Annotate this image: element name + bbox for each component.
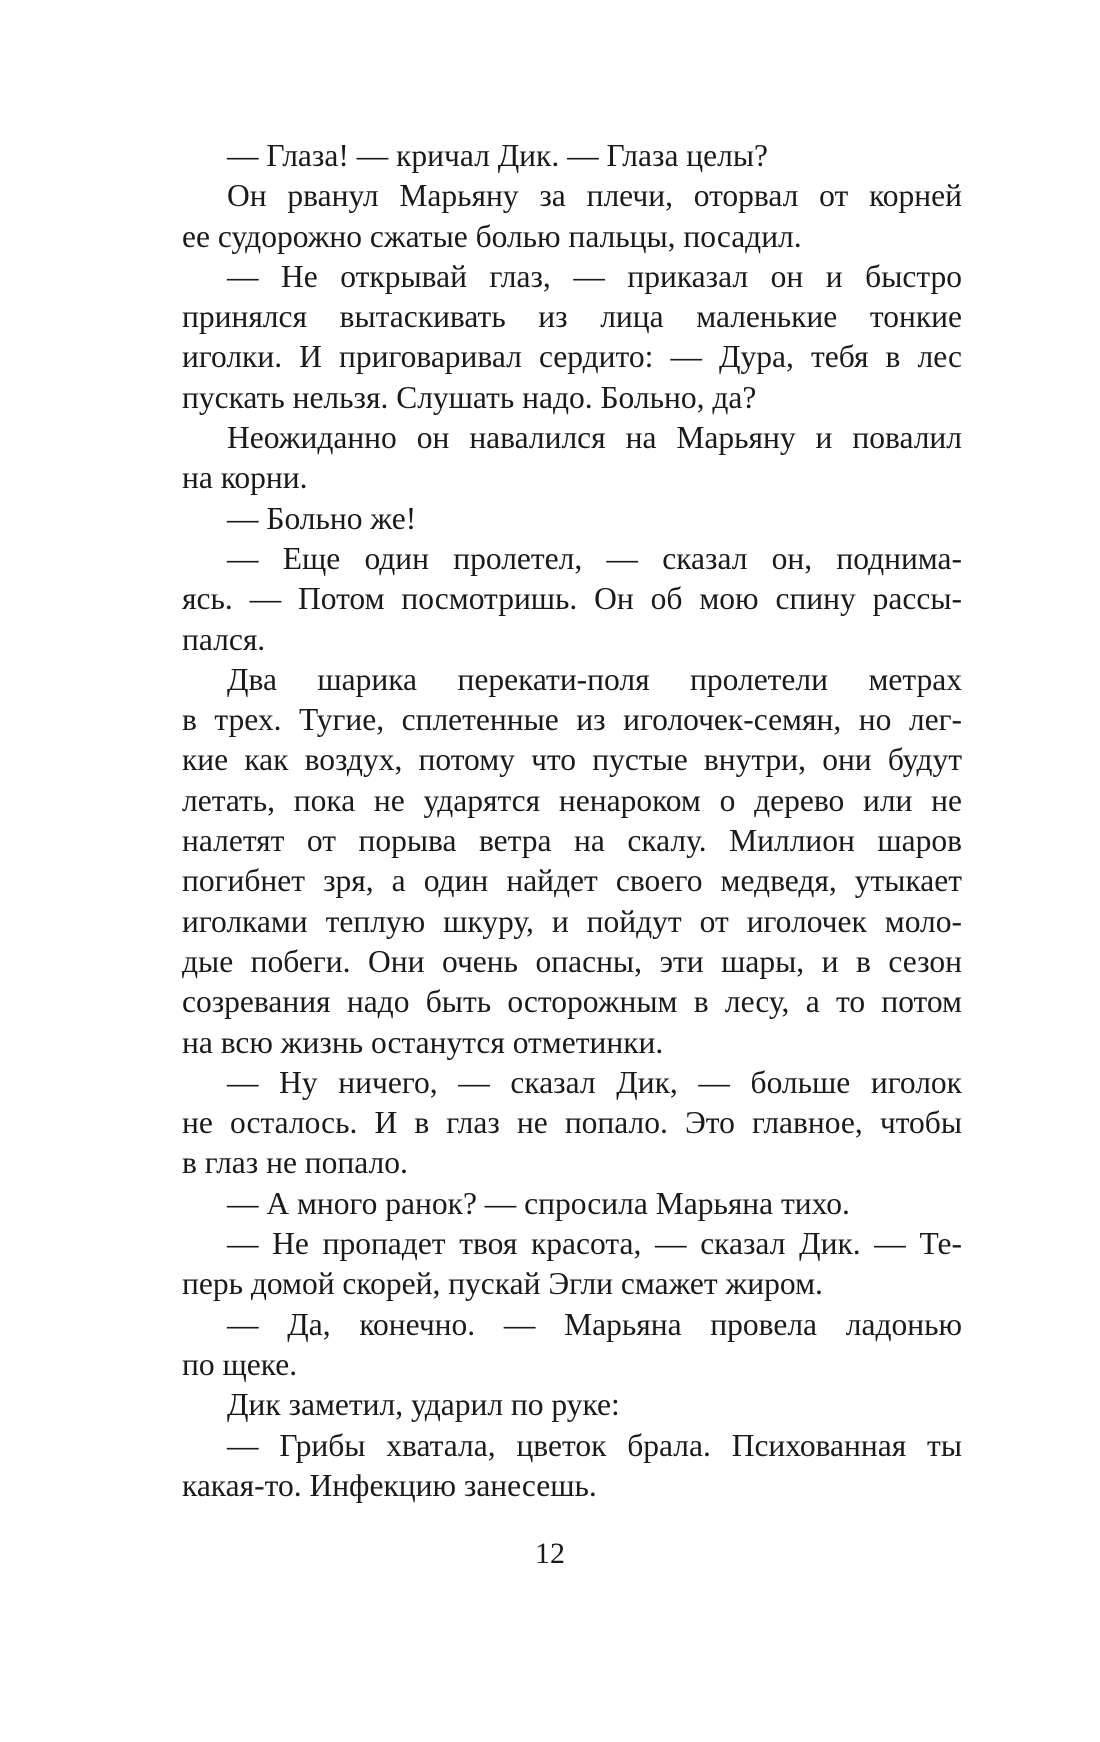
text-line: — Глаза! — кричал Дик. — Глаза целы?: [227, 138, 769, 173]
text-line: перь домой скорей, пускай Эгли смажет жиром.: [182, 1266, 823, 1302]
text-line: налетят от порыва ветра на скалу. Миллион шаров: [182, 823, 962, 859]
text-line: Неожиданно он навалился на Марьяну и повалил: [227, 420, 962, 456]
text-block: [182, 136, 962, 1506]
text-line: пался.: [182, 621, 266, 657]
text-line: пускать нельзя. Слушать надо. Больно, да?: [182, 379, 757, 415]
text-line: иголками теплую шкуру, и пойдут от иголочек моло-: [182, 903, 962, 939]
text-line: в глаз не попало.: [182, 1145, 408, 1181]
page-number: 12: [535, 1537, 565, 1570]
text-line: ее судорожно сжатые болью пальцы, посадил.: [182, 218, 802, 254]
text-line: Дик заметил, ударил по руке:: [227, 1387, 620, 1423]
text-line: не осталось. И в глаз не попало. Это главное, чтобы: [182, 1105, 962, 1141]
text-line: в трех. Тугие, сплетенные из иголочек-семян, но лег-: [182, 702, 962, 738]
text-line: иголки. И приговаривал сердито: — Дура, тебя в лес: [182, 339, 962, 375]
text-line: — Не открывай глаз, — приказал он и быстро: [227, 258, 962, 294]
text-line: принялся вытаскивать из лица маленькие тонкие: [182, 299, 962, 335]
text-line: — Грибы хватала, цветок брала. Психованная ты: [227, 1427, 962, 1463]
text-line: по щеке.: [182, 1346, 298, 1382]
text-line: погибнет зря, а один найдет своего медведя, утыкает: [182, 863, 962, 899]
text-line: — Ну ничего, — сказал Дик, — больше иголок: [227, 1064, 962, 1100]
text-line: — А много ранок? — спросила Марьяна тихо.: [227, 1185, 850, 1221]
text-line: Два шарика перекати-поля пролетели метрах: [227, 661, 962, 697]
text-line: — Еще один пролетел, — сказал он, поднима-: [227, 540, 962, 576]
text-line: летать, пока не ударятся ненароком о дерево или не: [182, 782, 962, 818]
text-line: какая-то. Инфекцию занесешь.: [182, 1467, 597, 1503]
text-line: — Не пропадет твоя красота, — сказал Дик. — Те-: [227, 1226, 962, 1262]
text-line: созревания надо быть осторожным в лесу, а то потом: [182, 984, 962, 1020]
text-line: — Да, конечно. — Марьяна провела ладонью: [227, 1306, 962, 1342]
text-line: на всю жизнь останутся отметинки.: [182, 1024, 664, 1060]
text-line: кие как воздух, потому что пустые внутри, они будут: [182, 742, 962, 778]
text-line: на корни.: [182, 460, 308, 496]
text-line: Он рванул Марьяну за плечи, оторвал от корней: [227, 178, 962, 214]
text-line: — Больно же!: [227, 500, 417, 536]
text-line: ясь. — Потом посмотришь. Он об мою спину рассы-: [182, 581, 962, 617]
text-line: дые побеги. Они очень опасны, эти шары, и в сезон: [182, 943, 962, 979]
